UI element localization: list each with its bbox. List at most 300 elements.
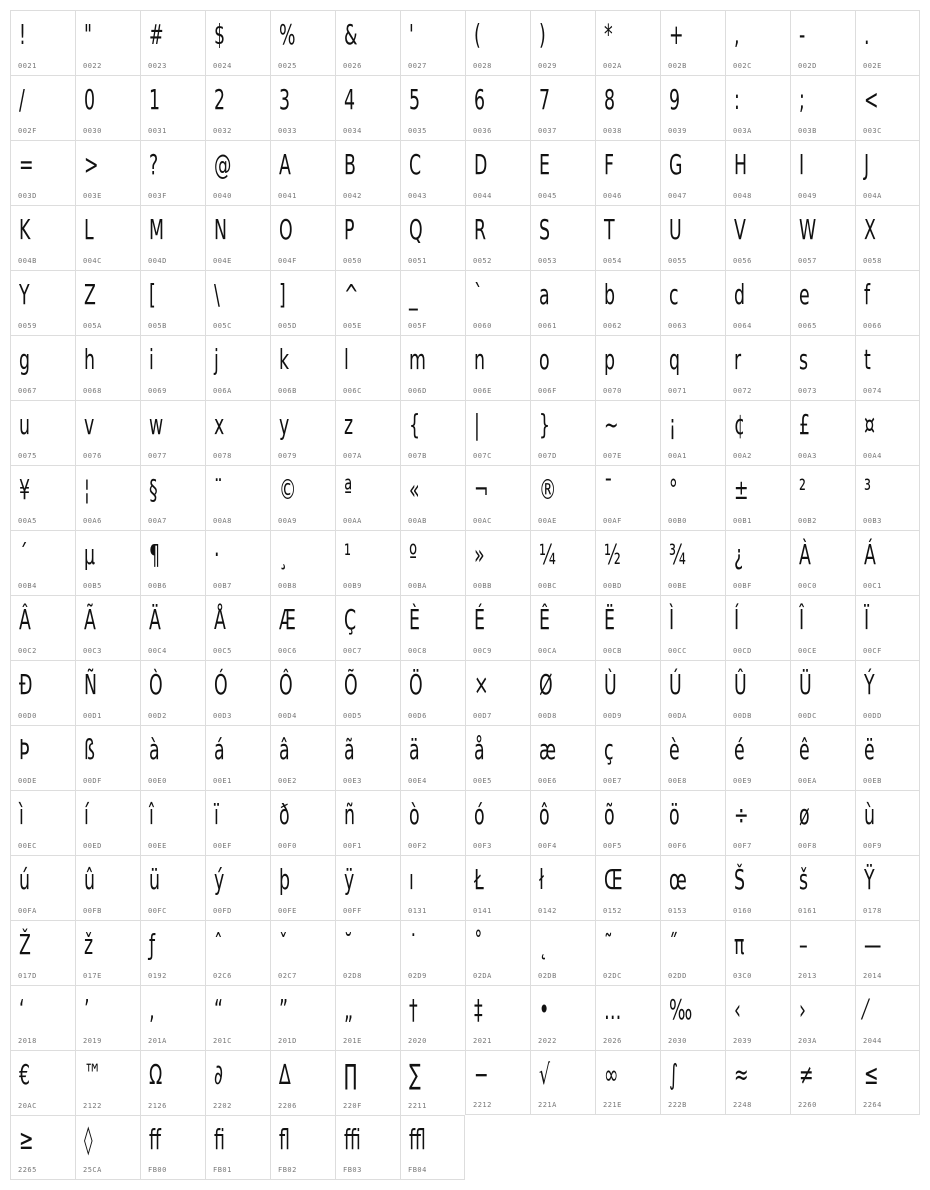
glyph-codepoint: 00A4 — [863, 452, 882, 460]
glyph-cell — [75, 10, 140, 75]
glyph-codepoint: 00B2 — [798, 517, 817, 525]
glyph-codepoint: 0034 — [343, 127, 362, 135]
glyph-char: æ — [539, 733, 557, 766]
glyph-cell — [140, 140, 205, 205]
glyph-cell — [595, 270, 660, 335]
glyph-cell — [400, 205, 465, 270]
glyph-codepoint: 00C9 — [473, 647, 492, 655]
glyph-codepoint: 00D2 — [148, 712, 167, 720]
glyph-cell — [10, 335, 75, 400]
glyph-codepoint: 00D1 — [83, 712, 102, 720]
glyph-cell — [790, 660, 855, 725]
glyph-char: ß — [84, 733, 95, 766]
glyph-codepoint: 2248 — [733, 1101, 752, 1109]
glyph-cell — [75, 920, 140, 985]
glyph-codepoint: 00AA — [343, 517, 362, 525]
glyph-char: Æ — [279, 603, 296, 636]
glyph-char: ł — [539, 863, 544, 896]
glyph-codepoint: 00EF — [213, 842, 232, 850]
glyph-char: ¤ — [864, 408, 876, 441]
glyph-codepoint: 002C — [733, 62, 752, 70]
glyph-codepoint: 00DF — [83, 777, 102, 785]
glyph-cell — [790, 530, 855, 595]
glyph-cell — [140, 855, 205, 920]
glyph-cell — [725, 985, 790, 1050]
glyph-codepoint: 0030 — [83, 127, 102, 135]
glyph-cell — [595, 595, 660, 660]
glyph-cell — [140, 1050, 205, 1115]
glyph-codepoint: 00FA — [18, 907, 37, 915]
glyph-char: ² — [799, 473, 806, 506]
glyph-codepoint: 00CA — [538, 647, 557, 655]
glyph-codepoint: 00F8 — [798, 842, 817, 850]
glyph-cell — [595, 790, 660, 855]
glyph-char: Û — [734, 668, 747, 701]
glyph-cell — [595, 1050, 660, 1115]
glyph-cell — [140, 465, 205, 530]
glyph-cell — [725, 10, 790, 75]
glyph-codepoint: 0064 — [733, 322, 752, 330]
glyph-codepoint: 004B — [18, 257, 37, 265]
glyph-char: n — [474, 343, 486, 376]
glyph-char: Þ — [19, 733, 30, 766]
glyph-char: Ì — [669, 603, 675, 636]
glyph-char: 0 — [84, 83, 96, 116]
glyph-char: ® — [539, 473, 557, 506]
glyph-codepoint: 0044 — [473, 192, 492, 200]
glyph-char: E — [539, 148, 550, 181]
glyph-cell — [10, 1115, 75, 1180]
glyph-cell — [530, 400, 595, 465]
glyph-codepoint: 2212 — [473, 1101, 492, 1109]
glyph-codepoint: 0048 — [733, 192, 752, 200]
glyph-cell — [140, 660, 205, 725]
glyph-cell — [855, 465, 920, 530]
glyph-cell — [465, 400, 530, 465]
glyph-char: ‰ — [669, 993, 693, 1026]
glyph-char: Ÿ — [864, 863, 875, 896]
glyph-char: \ — [214, 278, 220, 311]
glyph-cell — [530, 335, 595, 400]
glyph-char: s — [799, 343, 809, 376]
glyph-cell — [75, 1050, 140, 1115]
glyph-char: l — [344, 343, 349, 376]
glyph-codepoint: 0035 — [408, 127, 427, 135]
glyph-char: U — [669, 213, 682, 246]
glyph-cell — [595, 465, 660, 530]
glyph-codepoint: 2014 — [863, 972, 882, 980]
glyph-codepoint: 00B5 — [83, 582, 102, 590]
glyph-char: ¹ — [344, 538, 351, 571]
glyph-cell — [205, 725, 270, 790]
glyph-cell — [10, 75, 75, 140]
glyph-cell — [270, 985, 335, 1050]
glyph-codepoint: 00B9 — [343, 582, 362, 590]
glyph-cell — [270, 920, 335, 985]
glyph-cell — [400, 660, 465, 725]
glyph-char: € — [19, 1058, 31, 1091]
glyph-codepoint: 0075 — [18, 452, 37, 460]
glyph-char: Ã — [84, 603, 96, 636]
glyph-codepoint: 00E8 — [668, 777, 687, 785]
glyph-char: ; — [799, 83, 805, 116]
glyph-char: d — [734, 278, 746, 311]
glyph-codepoint: 00C1 — [863, 582, 882, 590]
glyph-char: @ — [214, 148, 232, 181]
glyph-codepoint: 0026 — [343, 62, 362, 70]
glyph-char: Ç — [344, 603, 357, 636]
glyph-char: ≠ — [799, 1058, 814, 1091]
glyph-cell — [270, 270, 335, 335]
glyph-char: v — [84, 408, 95, 441]
glyph-char: ◊ — [84, 1123, 93, 1156]
glyph-codepoint: 00CE — [798, 647, 817, 655]
glyph-codepoint: 0072 — [733, 387, 752, 395]
glyph-cell — [10, 205, 75, 270]
glyph-cell — [660, 595, 725, 660]
glyph-codepoint: 00B1 — [733, 517, 752, 525]
glyph-cell — [530, 205, 595, 270]
glyph-cell — [10, 10, 75, 75]
glyph-char: A — [279, 148, 291, 181]
glyph-cell — [75, 335, 140, 400]
glyph-codepoint: 2206 — [278, 1102, 297, 1110]
glyph-cell — [530, 660, 595, 725]
glyph-char: þ — [279, 863, 291, 896]
glyph-char: g — [19, 343, 31, 376]
glyph-codepoint: 00D9 — [603, 712, 622, 720]
glyph-codepoint: 20AC — [18, 1102, 37, 1110]
glyph-codepoint: 00E0 — [148, 777, 167, 785]
glyph-char: W — [799, 213, 817, 246]
glyph-codepoint: 00C7 — [343, 647, 362, 655]
glyph-char: a — [539, 278, 550, 311]
glyph-codepoint: 2013 — [798, 972, 817, 980]
glyph-codepoint: 0047 — [668, 192, 687, 200]
glyph-codepoint: 2030 — [668, 1037, 687, 1045]
glyph-cell — [335, 465, 400, 530]
glyph-cell — [595, 530, 660, 595]
glyph-cell — [465, 985, 530, 1050]
glyph-char: × — [474, 668, 489, 701]
glyph-char: î — [149, 798, 154, 831]
glyph-char: z — [344, 408, 354, 441]
glyph-char: ) — [539, 18, 546, 51]
glyph-char: † — [409, 993, 418, 1026]
glyph-codepoint: 2211 — [408, 1102, 427, 1110]
glyph-char: { — [409, 408, 421, 441]
glyph-char: w — [149, 408, 164, 441]
glyph-char: < — [864, 83, 879, 116]
glyph-cell — [140, 270, 205, 335]
glyph-cell — [335, 205, 400, 270]
glyph-codepoint: 2039 — [733, 1037, 752, 1045]
glyph-char: K — [19, 213, 31, 246]
glyph-char: . — [864, 18, 870, 51]
glyph-char: ð — [279, 798, 290, 831]
glyph-codepoint: 00F1 — [343, 842, 362, 850]
glyph-codepoint: 00C3 — [83, 647, 102, 655]
glyph-cell — [400, 985, 465, 1050]
glyph-codepoint: 0192 — [148, 972, 167, 980]
glyph-codepoint: 0042 — [343, 192, 362, 200]
glyph-cell — [855, 335, 920, 400]
glyph-char: ∑ — [409, 1058, 421, 1091]
glyph-cell — [270, 335, 335, 400]
glyph-char: 8 — [604, 83, 616, 116]
glyph-char: Å — [214, 603, 226, 636]
glyph-cell — [530, 790, 595, 855]
glyph-char: ≥ — [19, 1123, 34, 1156]
glyph-cell — [855, 400, 920, 465]
glyph-codepoint: 0031 — [148, 127, 167, 135]
glyph-char: " — [84, 18, 92, 51]
glyph-char: - — [799, 18, 806, 51]
glyph-cell — [400, 270, 465, 335]
glyph-codepoint: 02DC — [603, 972, 622, 980]
glyph-char: ì — [19, 798, 24, 831]
glyph-cell — [10, 920, 75, 985]
glyph-cell — [660, 855, 725, 920]
glyph-cell — [140, 10, 205, 75]
glyph-codepoint: 00D8 — [538, 712, 557, 720]
glyph-codepoint: 00E2 — [278, 777, 297, 785]
glyph-char: 4 — [344, 83, 356, 116]
glyph-codepoint: 0055 — [668, 257, 687, 265]
glyph-char: ¥ — [19, 473, 31, 506]
glyph-codepoint: FB03 — [343, 1166, 362, 1174]
glyph-char: ≤ — [864, 1058, 879, 1091]
glyph-char: 2 — [214, 83, 226, 116]
glyph-codepoint: 00C8 — [408, 647, 427, 655]
glyph-cell — [660, 335, 725, 400]
glyph-cell — [270, 465, 335, 530]
glyph-codepoint: 0024 — [213, 62, 232, 70]
glyph-char: # — [149, 18, 164, 51]
glyph-char: é — [734, 733, 745, 766]
glyph-char: j — [214, 343, 219, 376]
glyph-codepoint: 00EA — [798, 777, 817, 785]
glyph-cell — [75, 660, 140, 725]
glyph-cell — [595, 140, 660, 205]
glyph-codepoint: 00BD — [603, 582, 622, 590]
glyph-char: Ò — [149, 668, 163, 701]
glyph-char: ã — [344, 733, 355, 766]
glyph-cell — [400, 335, 465, 400]
glyph-cell — [75, 725, 140, 790]
glyph-cell — [270, 140, 335, 205]
glyph-codepoint: 0028 — [473, 62, 492, 70]
glyph-char: ÿ — [344, 863, 355, 896]
glyph-cell — [270, 790, 335, 855]
glyph-codepoint: 00CF — [863, 647, 882, 655]
glyph-char: ž — [84, 928, 94, 961]
glyph-char: È — [409, 603, 420, 636]
glyph-cell — [140, 1115, 205, 1180]
glyph-cell — [335, 270, 400, 335]
glyph-codepoint: 2021 — [473, 1037, 492, 1045]
glyph-codepoint: 003E — [83, 192, 102, 200]
glyph-codepoint: 00B0 — [668, 517, 687, 525]
glyph-codepoint: 005B — [148, 322, 167, 330]
glyph-codepoint: 0049 — [798, 192, 817, 200]
glyph-char: “ — [214, 993, 223, 1026]
glyph-char: T — [604, 213, 615, 246]
glyph-cell — [205, 465, 270, 530]
glyph-codepoint: 00C2 — [18, 647, 37, 655]
glyph-cell — [205, 75, 270, 140]
glyph-cell — [400, 530, 465, 595]
glyph-codepoint: 0058 — [863, 257, 882, 265]
glyph-cell — [75, 985, 140, 1050]
glyph-codepoint: 0043 — [408, 192, 427, 200]
glyph-char: ò — [409, 798, 420, 831]
glyph-codepoint: 02DD — [668, 972, 687, 980]
glyph-codepoint: 004C — [83, 257, 102, 265]
glyph-codepoint: 2019 — [83, 1037, 102, 1045]
glyph-cell — [10, 1050, 75, 1115]
glyph-codepoint: 00A3 — [798, 452, 817, 460]
glyph-char: y — [279, 408, 290, 441]
glyph-char: | — [474, 408, 480, 441]
glyph-char: ¼ — [539, 538, 556, 571]
glyph-codepoint: 0022 — [83, 62, 102, 70]
glyph-codepoint: 004E — [213, 257, 232, 265]
glyph-char: ? — [149, 148, 159, 181]
glyph-codepoint: 00C6 — [278, 647, 297, 655]
glyph-char: š — [799, 863, 809, 896]
glyph-codepoint: 2264 — [863, 1101, 882, 1109]
glyph-codepoint: 00E4 — [408, 777, 427, 785]
glyph-codepoint: 002D — [798, 62, 817, 70]
glyph-cell — [270, 530, 335, 595]
glyph-cell — [855, 920, 920, 985]
glyph-char: û — [84, 863, 96, 896]
glyph-char: ˛ — [539, 928, 548, 961]
glyph-codepoint: 00F2 — [408, 842, 427, 850]
glyph-char: > — [84, 148, 99, 181]
glyph-cell — [400, 595, 465, 660]
glyph-cell — [660, 270, 725, 335]
glyph-cell — [400, 725, 465, 790]
glyph-codepoint: 0160 — [733, 907, 752, 915]
glyph-codepoint: 00FB — [83, 907, 102, 915]
glyph-cell — [725, 660, 790, 725]
glyph-char: Í — [734, 603, 740, 636]
glyph-char: Ž — [19, 928, 31, 961]
glyph-codepoint: 0060 — [473, 322, 492, 330]
glyph-cell — [465, 920, 530, 985]
glyph-char: ½ — [604, 538, 621, 571]
glyph-char: ≈ — [734, 1058, 749, 1091]
glyph-cell — [530, 855, 595, 920]
glyph-codepoint: 0073 — [798, 387, 817, 395]
glyph-codepoint: 00E1 — [213, 777, 232, 785]
glyph-codepoint: 00BA — [408, 582, 427, 590]
glyph-codepoint: 002A — [603, 62, 622, 70]
glyph-cell — [75, 790, 140, 855]
glyph-cell — [10, 140, 75, 205]
glyph-char: ¿ — [734, 538, 744, 571]
glyph-codepoint: 2026 — [603, 1037, 622, 1045]
glyph-codepoint: 00B4 — [18, 582, 37, 590]
glyph-char: … — [604, 993, 622, 1026]
glyph-char: â — [279, 733, 290, 766]
glyph-codepoint: 00D3 — [213, 712, 232, 720]
glyph-cell — [790, 465, 855, 530]
glyph-codepoint: 203A — [798, 1037, 817, 1045]
glyph-char: ¡ — [669, 408, 676, 441]
glyph-codepoint: 00A1 — [668, 452, 687, 460]
glyph-char: À — [799, 538, 811, 571]
glyph-cell — [660, 920, 725, 985]
glyph-codepoint: 00C0 — [798, 582, 817, 590]
glyph-cell — [335, 1050, 400, 1115]
glyph-cell — [335, 790, 400, 855]
glyph-cell — [660, 985, 725, 1050]
glyph-char: Ó — [214, 668, 228, 701]
glyph-char: π — [734, 928, 745, 961]
glyph-char: Z — [84, 278, 96, 311]
glyph-codepoint: 00F3 — [473, 842, 492, 850]
glyph-codepoint: 00E3 — [343, 777, 362, 785]
glyph-cell — [270, 10, 335, 75]
glyph-cell — [205, 400, 270, 465]
glyph-cell — [205, 270, 270, 335]
glyph-cell — [140, 790, 205, 855]
glyph-cell — [790, 75, 855, 140]
glyph-char: B — [344, 148, 356, 181]
glyph-char: ∫ — [669, 1058, 679, 1091]
glyph-cell — [335, 1115, 400, 1180]
glyph-char: ∂ — [214, 1058, 223, 1091]
glyph-codepoint: 0131 — [408, 907, 427, 915]
glyph-cell — [660, 140, 725, 205]
glyph-codepoint: 201D — [278, 1037, 297, 1045]
glyph-cell — [855, 270, 920, 335]
glyph-cell — [530, 75, 595, 140]
glyph-char: : — [734, 83, 740, 116]
glyph-cell — [335, 725, 400, 790]
glyph-codepoint: 0061 — [538, 322, 557, 330]
glyph-char: ˆ — [214, 928, 223, 961]
glyph-char: ! — [19, 18, 26, 51]
glyph-codepoint: 0070 — [603, 387, 622, 395]
glyph-codepoint: 00D0 — [18, 712, 37, 720]
glyph-cell — [530, 985, 595, 1050]
glyph-cell — [465, 855, 530, 920]
glyph-char: Ω — [149, 1058, 163, 1091]
glyph-codepoint: FB04 — [408, 1166, 427, 1174]
glyph-char: Ê — [539, 603, 550, 636]
glyph-codepoint: 005E — [343, 322, 362, 330]
glyph-codepoint: 02D8 — [343, 972, 362, 980]
glyph-codepoint: 0067 — [18, 387, 37, 395]
glyph-codepoint: 0021 — [18, 62, 37, 70]
glyph-char: q — [669, 343, 681, 376]
glyph-codepoint: 0076 — [83, 452, 102, 460]
glyph-codepoint: 2018 — [18, 1037, 37, 1045]
glyph-codepoint: 00B7 — [213, 582, 232, 590]
glyph-cell — [465, 660, 530, 725]
glyph-cell — [335, 140, 400, 205]
glyph-cell — [205, 10, 270, 75]
glyph-cell — [205, 595, 270, 660]
glyph-codepoint: 007A — [343, 452, 362, 460]
glyph-cell — [75, 855, 140, 920]
glyph-codepoint: 0029 — [538, 62, 557, 70]
glyph-char: µ — [84, 538, 96, 571]
